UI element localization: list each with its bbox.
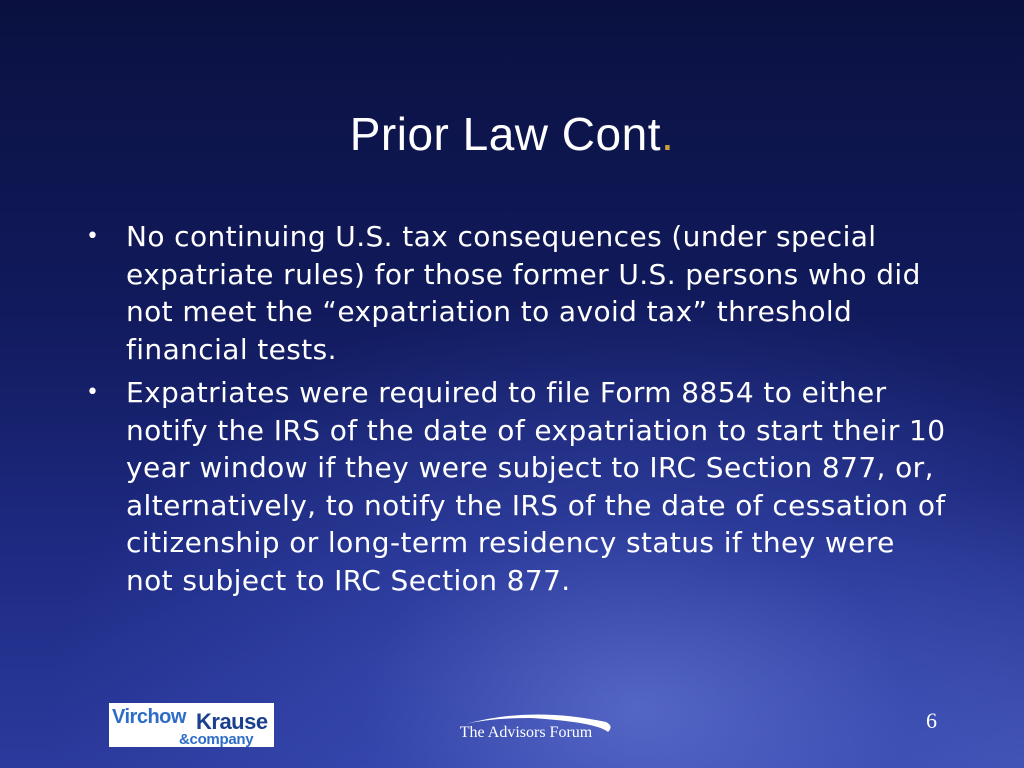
- slide-title: [0, 104, 1024, 164]
- bullet-list: [86, 218, 946, 605]
- slide-title-text: Prior Law Cont: [349, 108, 661, 160]
- logo-text-company: &company: [179, 731, 254, 747]
- bullet-item: [86, 218, 946, 368]
- bullet-item: [86, 374, 946, 599]
- bullet-text: No continuing U.S. tax consequences (under special expatriate rules) for those former U.S. persons who did not meet the “expatriation to avoid tax” threshold financial tests.: [126, 220, 921, 366]
- page-number: 6: [926, 708, 937, 733]
- bullet-marker-icon: •: [86, 380, 100, 405]
- logo-text-virchow: Virchow: [112, 706, 186, 728]
- logo-text-krause: Krause: [196, 709, 268, 734]
- slide-title-dot: .: [660, 108, 675, 160]
- advisors-forum-logo: [436, 708, 616, 748]
- bullet-text: Expatriates were required to file Form 8854 to either notify the IRS of the date of expatriation to start their 10 year window if they were subject to IRC Section 877, or, alternatively, to notify the IRS of the date of cessation of citizenship or long-term residency status if they were not subject to IRC Section 877.: [126, 376, 946, 597]
- bullet-marker-icon: •: [86, 224, 100, 249]
- virchow-krause-logo: [109, 703, 274, 747]
- advisors-forum-text: The Advisors Forum: [459, 724, 593, 741]
